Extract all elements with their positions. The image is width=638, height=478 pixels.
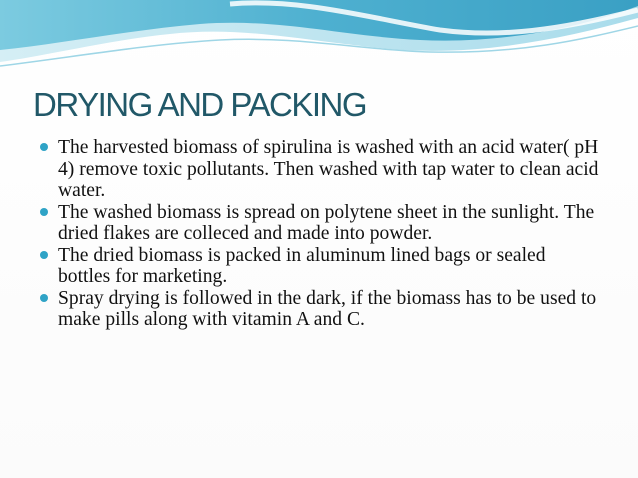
bullet-item <box>40 245 600 288</box>
bullet-text: The dried biomass is packed in aluminum lined bags or sealed bottles for marketing. <box>58 244 546 287</box>
header-wave-decoration <box>0 0 638 80</box>
bullet-dot-icon <box>40 294 48 302</box>
bullet-item <box>40 137 600 202</box>
bullet-dot-icon <box>40 251 48 259</box>
bullet-dot-icon <box>40 143 48 151</box>
bullet-item <box>40 202 600 245</box>
bullet-dot-icon <box>40 208 48 216</box>
bullet-text: The washed biomass is spread on polytene sheet in the sunlight. The dried flakes are colleced and made into powder. <box>58 201 595 244</box>
bullet-text: The harvested biomass of spirulina is washed with an acid water( pH 4) remove toxic pollutants. Then washed with tap water to clean acid water. <box>58 137 599 201</box>
bullet-text: Spray drying is followed in the dark, if the biomass has to be used to make pills along with vitamin A and C. <box>58 287 597 330</box>
bullet-list <box>40 137 600 331</box>
slide-title: DRYING AND PACKING <box>33 86 367 123</box>
bullet-item <box>40 288 600 331</box>
